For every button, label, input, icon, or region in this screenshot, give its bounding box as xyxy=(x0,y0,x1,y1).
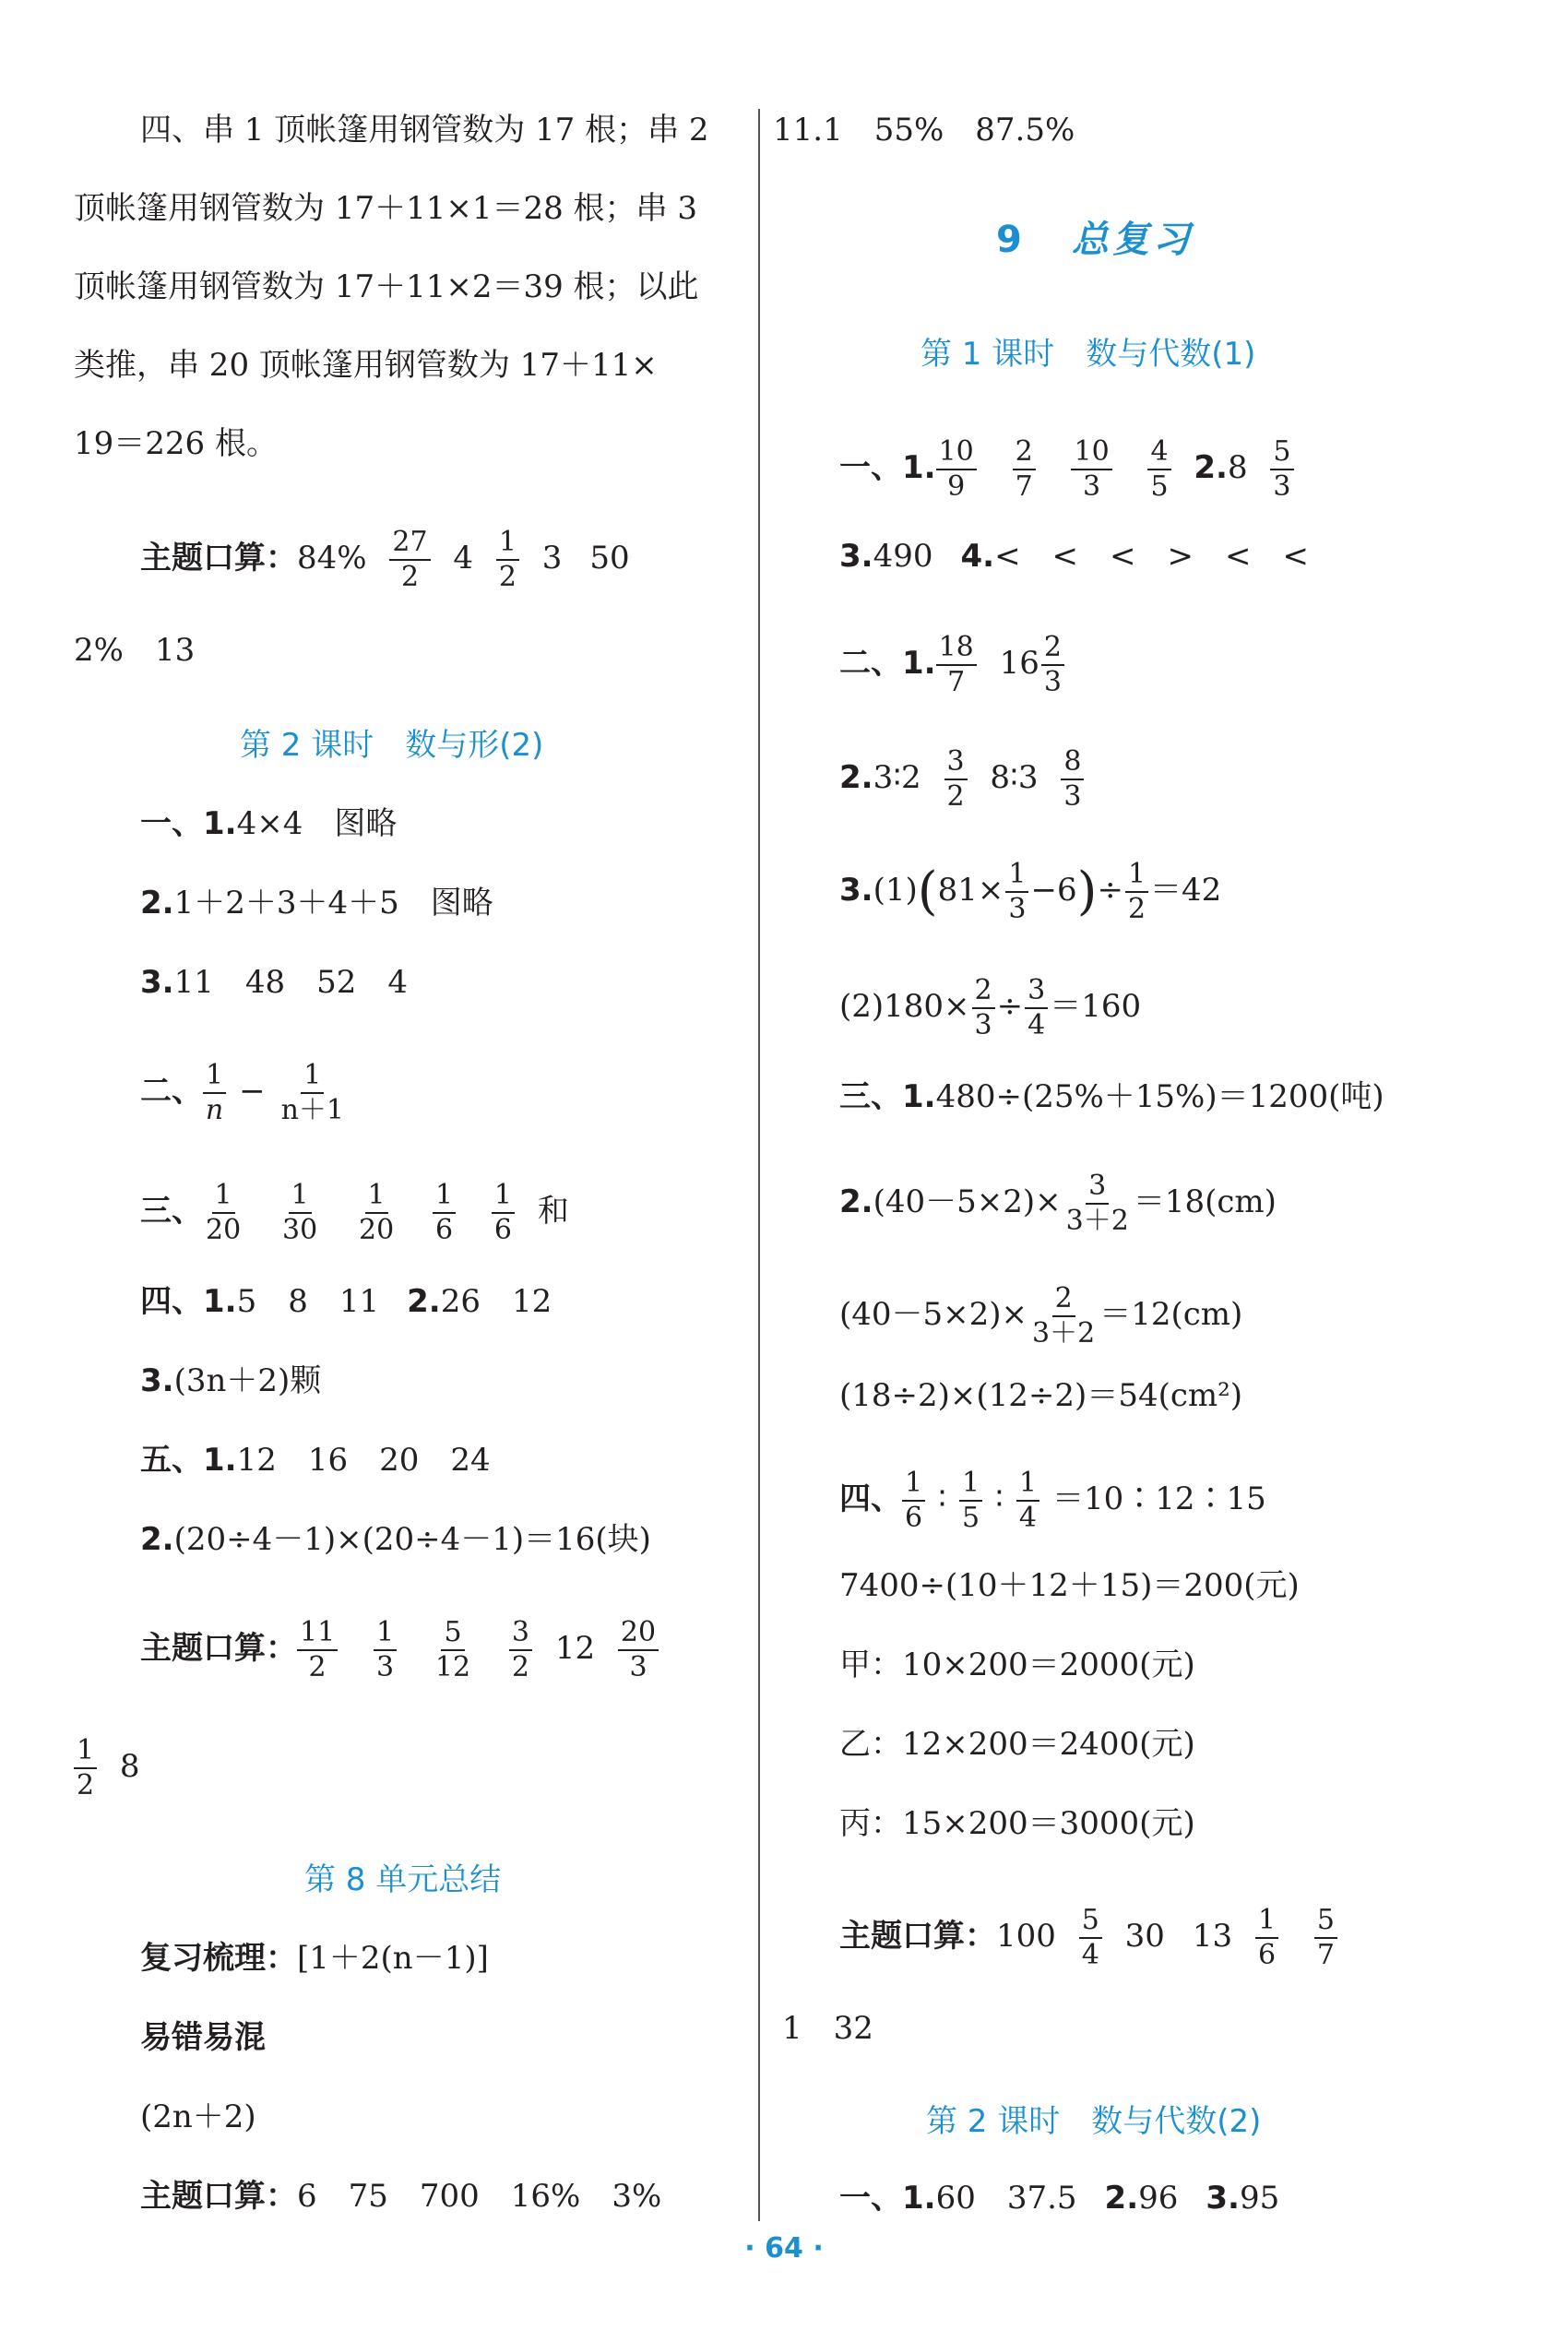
fraction: $\frac{1}{6}$ xyxy=(902,1467,925,1535)
r-l1-section-2: 二、1. $\frac{18}{7}$ 16 $\frac{2}{3}$ xyxy=(839,631,1077,699)
fraction: $\frac{2}{7}$ xyxy=(1013,435,1036,504)
fraction: $\frac{1}{3}$ xyxy=(1005,858,1028,926)
oral-calc-2-cont: $\frac{1}{2}$ 8 xyxy=(74,1734,140,1802)
lesson-1-title: 第 1 课时 数与代数(1) xyxy=(921,336,1256,373)
oral-calc-1 xyxy=(140,526,630,594)
fraction: $\frac{2}{3}$ xyxy=(1041,631,1064,699)
fraction: $\frac{5}{12}$ xyxy=(434,1616,471,1683)
fraction: $\frac{27}{2}$ xyxy=(389,526,430,594)
para-4-line-5: 19＝226 根。 xyxy=(74,425,278,462)
unit-8-summary-title: 第 8 单元总结 xyxy=(304,1861,502,1898)
fraction: $\frac{2}{3+2}$ xyxy=(1032,1282,1096,1349)
r-l1-section-4-l2: 7400÷(10＋12＋15)＝200(元) xyxy=(839,1567,1300,1604)
r-l1-section-4-l4: 乙：12×200＝2400(元) xyxy=(839,1726,1195,1763)
fraction: $\frac{1}{2}$ xyxy=(1125,858,1148,926)
fraction: $\frac{1}{2}$ xyxy=(496,526,519,594)
oral-label: 主题口算： xyxy=(140,540,297,577)
chapter-title xyxy=(996,210,1194,263)
value: 4 xyxy=(453,540,474,577)
page-number: · 64 · xyxy=(744,2232,824,2265)
value: 50 xyxy=(589,540,630,577)
fraction: $\frac{18}{7}$ xyxy=(936,631,977,699)
l2-section-4-3: 3.(3n＋2)颗 xyxy=(140,1362,322,1399)
chapter-name: 总复习 xyxy=(1071,219,1194,261)
para-4-line-2: 顶帐篷用钢管数为 17＋11×1＝28 根；串 3 xyxy=(74,190,697,227)
fraction: $\frac{1}{4}$ xyxy=(1016,1467,1039,1535)
r-l1-section-3-2: 2.(40－5×2)× $\frac{3}{3+2}$ ＝18(cm) xyxy=(839,1170,1277,1237)
chapter-number: 9 xyxy=(996,219,1026,261)
r-l1-section-3: 三、1.480÷(25%＋15%)＝1200(吨) xyxy=(839,1078,1384,1115)
fraction: $\frac{3}{3+2}$ xyxy=(1065,1170,1129,1237)
fraction: $\frac{1}{5}$ xyxy=(959,1467,982,1535)
l2-section-5-2: 2.(20÷4－1)×(20÷4－1)＝16(块) xyxy=(140,1521,651,1558)
error-prone-answer: (2n＋2) xyxy=(140,2098,256,2135)
l2-item-3: 3.11 48 52 4 xyxy=(140,964,409,1001)
para-4-line-3: 顶帐篷用钢管数为 17＋11×2＝39 根；以此 xyxy=(74,268,699,305)
l2-section-3: 三、 $\frac{1}{20}$ $\frac{1}{30}$ $\frac{1}{20}$ $\frac{1}{6}$ $\frac{1}{6}$ 和 xyxy=(140,1179,569,1246)
fraction: $\frac{3}{2}$ xyxy=(944,745,968,814)
r-l1-section-2-3-2: (2)180× $\frac{2}{3}$ ÷ $\frac{3}{4}$ ＝160 xyxy=(839,974,1142,1041)
right-top-line: 11.1 55% 87.5% xyxy=(773,112,1075,149)
r-l1-section-2-2: 2.3∶2 $\frac{3}{2}$ 8∶3 $\frac{8}{3}$ xyxy=(839,745,1097,814)
fraction: $\frac{2}{3}$ xyxy=(972,974,995,1042)
fraction: $\frac{1}{n+1}$ xyxy=(280,1059,345,1126)
fraction: $\frac{5}{4}$ xyxy=(1079,1904,1102,1972)
r-l1-section-1: 一、1. $\frac{10}{9}$ $\frac{2}{7}$ $\frac{10}{3}$ $\frac{4}{5}$ 2.8 $\frac{5}{3}$ xyxy=(839,435,1307,504)
fraction: $\frac{4}{5}$ xyxy=(1147,435,1170,504)
oral-calc-1-cont: 2% 13 xyxy=(74,632,196,669)
para-4-line-1: 四、串 1 顶帐篷用钢管数为 17 根；串 2 xyxy=(140,112,709,149)
fraction: $\frac{1}{30}$ xyxy=(282,1179,318,1246)
value: 3 xyxy=(541,540,563,577)
fraction: $\frac{11}{2}$ xyxy=(297,1616,338,1684)
fraction: $\frac{8}{3}$ xyxy=(1061,745,1084,814)
fraction: $\frac{3}{4}$ xyxy=(1025,974,1048,1042)
l2-section-4: 四、1.5 8 11 2.26 12 xyxy=(140,1283,552,1320)
r-l1-section-4-l5: 丙：15×200＝3000(元) xyxy=(839,1805,1195,1842)
column-divider xyxy=(758,109,760,2221)
fraction: $\frac{1}{20}$ xyxy=(359,1179,395,1246)
fraction: $\frac{1}{2}$ xyxy=(74,1734,97,1802)
fraction: $\frac{1}{6}$ xyxy=(433,1179,456,1247)
r-l1-section-2-3: 3.(1)(81× $\frac{1}{3}$ −6)÷ $\frac{1}{2}$ ＝42 xyxy=(839,858,1222,925)
review-outline: 复习梳理：[1＋2(n－1)] xyxy=(140,1940,489,1977)
fraction: $\frac{1}{6}$ xyxy=(1255,1904,1278,1972)
lesson-2-title: 第 2 课时 数与形(2) xyxy=(240,727,544,764)
r-l1-section-3-3: (40－5×2)× $\frac{2}{3+2}$ ＝12(cm) xyxy=(839,1282,1243,1349)
fraction: $\frac{10}{3}$ xyxy=(1071,435,1111,504)
lesson-2-title-right: 第 2 课时 数与代数(2) xyxy=(926,2103,1262,2140)
fraction: $\frac{1}{6}$ xyxy=(492,1179,515,1247)
error-prone-label: 易错易混 xyxy=(140,2019,266,2056)
r-oral-calc-cont: 1 32 xyxy=(782,2010,873,2047)
value: 84% xyxy=(297,540,367,577)
fraction: $\frac{5}{3}$ xyxy=(1270,435,1293,504)
fraction: $\frac{5}{7}$ xyxy=(1314,1904,1337,1972)
para-4-line-4: 类推，串 20 顶帐篷用钢管数为 17＋11× xyxy=(74,347,658,384)
l2-section-5: 五、1.12 16 20 24 xyxy=(140,1442,491,1479)
l2-section-2: 二、 $\frac{1}{n}$ − $\frac{1}{n+1}$ xyxy=(140,1059,360,1127)
fraction: $\frac{1}{n}$ xyxy=(203,1059,226,1127)
r-oral-calc: 主题口算：100 $\frac{5}{4}$ 30 13 $\frac{1}{6}$ $\frac{5}{7}$ xyxy=(839,1904,1350,1972)
l2-item-2: 2.1＋2＋3＋4＋5 图略 xyxy=(140,885,493,921)
r-l1-section-3-4: (18÷2)×(12÷2)＝54(cm²) xyxy=(839,1377,1243,1414)
fraction: $\frac{3}{2}$ xyxy=(509,1616,532,1684)
r-l1-section-1-3: 3.490 4.< < < > < < xyxy=(839,538,1309,575)
fraction: $\frac{10}{9}$ xyxy=(936,435,977,504)
l2-item-1: 一、1.4×4 图略 xyxy=(140,805,398,842)
fraction: $\frac{20}{3}$ xyxy=(618,1616,659,1684)
r-l1-section-4-l3: 甲：10×200＝2000(元) xyxy=(839,1646,1195,1683)
fraction: $\frac{1}{20}$ xyxy=(206,1179,242,1246)
oral-calc-3: 主题口算：6 75 700 16% 3% xyxy=(140,2178,662,2215)
r-l1-section-4: 四、 $\frac{1}{6}$ ∶ $\frac{1}{5}$ ∶ $\frac{1}{4}$ ＝10∶12∶15 xyxy=(839,1467,1266,1534)
oral-calc-2: 主题口算： $\frac{11}{2}$ $\frac{1}{3}$ $\frac{5}{12}$ $\frac{3}{2}$ 12 $\frac{20}{3}$ xyxy=(140,1616,671,1684)
r-l2-section-1: 一、1.60 37.5 2.96 3.95 xyxy=(839,2180,1280,2217)
fraction: $\frac{1}{3}$ xyxy=(374,1616,397,1684)
